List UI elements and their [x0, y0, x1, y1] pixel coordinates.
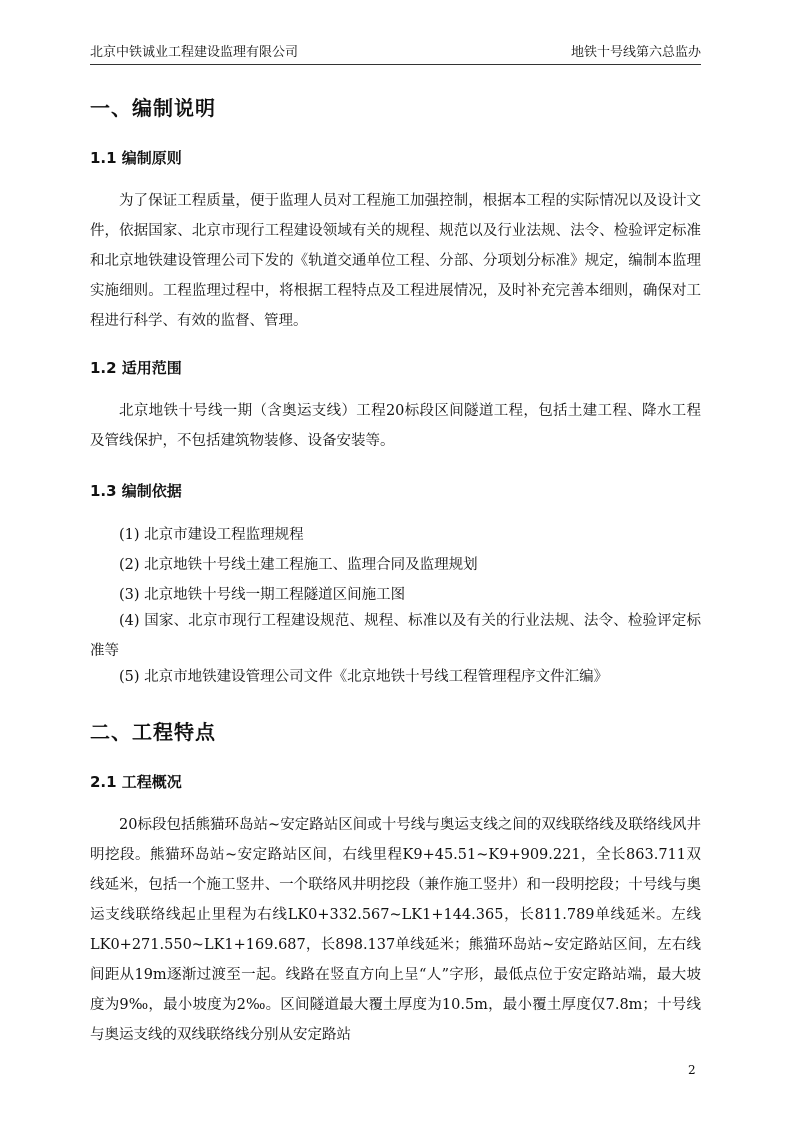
basis-list-item-1: (1) 北京市建设工程监理规程 [119, 527, 304, 543]
section-1-1-paragraph: 为了保证工程质量，便于监理人员对工程施工加强控制，根据本工程的实际情况以及设计文件，依据国家、北京市现行工程建设领域有关的规程、规范以及行业法规、法令、检验评定标准和北京地铁建设管理公司下发的《轨道交通单位工程、分部、分项划分标准》规定，编制本监理实施细则。工程监理过程中，将根据工程特点及工程进展情况，及时补充完善本细则，确保对工程进行科学、有效的监督、管理。 [90, 193, 701, 329]
header-project-name: 地铁十号线第六总监办 [570, 45, 701, 60]
basis-list-item-4: (4) 国家、北京市现行工程建设规范、规程、标准以及有关的行业法规、法令、检验评定标准等 [90, 613, 701, 659]
section-2-1-heading: 2.1 工程概况 [90, 773, 182, 791]
header-company-name: 北京中铁诚业工程建设监理有限公司 [90, 45, 299, 60]
section-2-1-paragraph: 20标段包括熊猫环岛站~安定路站区间或十号线与奥运支线之间的双线联络线及联络线风井明挖段。熊猫环岛站~安定路站区间，右线里程K9+45.51~K9+909.221，全长863.711双线延米，包括一个施工竖井、一个联络风井明挖段（兼作施工竖井）和一段明挖段；十号线与奥运支线联络线起止里程为右线LK0+332.567~LK1+144.365，长811.789单线延米。左线LK0+271.550~LK1+169.687，长898.137单线延米；熊猫环岛站~安定路站区间，左右线间距从19m逐渐过渡至一起。线路在竖直方向上呈“人”字形，最低点位于安定路站端，最大坡度为9‰，最小坡度为2‰。区间隧道最大覆土厚度为10.5m，最小覆土厚度仅7.8m；十号线与奥运支线的双线联络线分别从安定路站 [90, 817, 701, 1043]
section-1-1-heading: 1.1 编制原则 [90, 149, 182, 167]
page-number: 2 [688, 1063, 696, 1077]
basis-list-item-5: (5) 北京市地铁建设管理公司文件《北京地铁十号线工程管理程序文件汇编》 [119, 669, 609, 685]
basis-list-item-2: (2) 北京地铁十号线土建工程施工、监理合同及监理规划 [119, 557, 478, 573]
section-1-heading: 一、编制说明 [90, 96, 216, 120]
page-header [90, 42, 701, 65]
section-1-3-heading: 1.3 编制依据 [90, 482, 182, 500]
basis-list-item-3: (3) 北京地铁十号线一期工程隧道区间施工图 [119, 587, 406, 603]
section-2-heading: 二、工程特点 [90, 720, 216, 744]
section-1-2-heading: 1.2 适用范围 [90, 359, 182, 377]
section-1-2-paragraph: 北京地铁十号线一期（含奥运支线）工程20标段区间隧道工程，包括土建工程、降水工程及管线保护，不包括建筑物装修、设备安装等。 [90, 403, 701, 449]
